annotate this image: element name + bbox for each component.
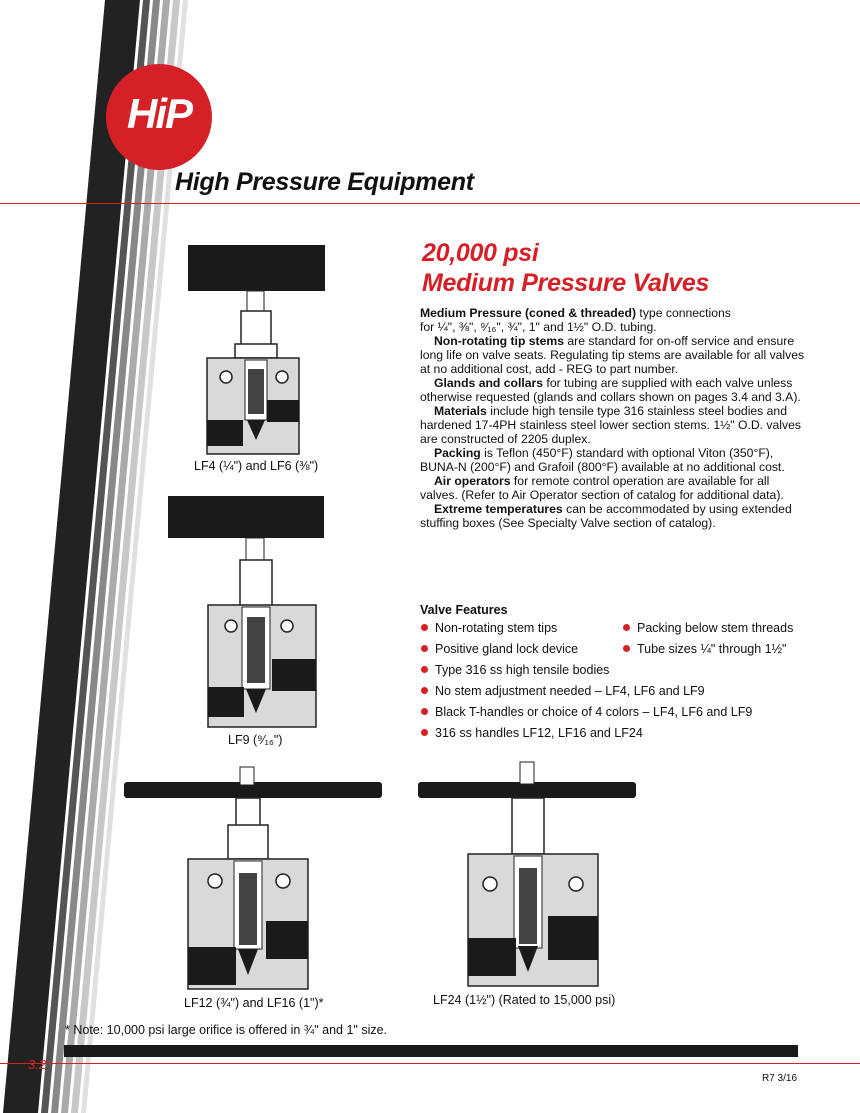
feature-text: Packing below stem threads	[637, 621, 794, 635]
p4-lead: Materials	[434, 404, 487, 418]
description-text	[420, 306, 810, 530]
bullet-icon	[421, 687, 428, 694]
valve-lf12-lf16-illustration	[122, 765, 384, 991]
feature-item	[421, 684, 705, 698]
feature-text: Positive gland lock device	[435, 642, 579, 656]
p7-lead: Extreme temperatures	[434, 502, 563, 516]
bullet-icon	[421, 624, 428, 631]
caption-lf9: LF9 (⁹⁄₁₆")	[228, 733, 283, 747]
feature-item	[421, 642, 578, 656]
bullet-icon	[421, 708, 428, 715]
p5-rest: is Teflon (450°F) standard with optional Viton (350°F), BUNA-N (200°F) and Grafoil (800°F) available at no additional cost.	[420, 446, 785, 474]
feature-item	[421, 621, 557, 635]
header-rule	[0, 203, 860, 204]
page-title	[422, 238, 709, 298]
p7-rest: can be accommodated by using extended stuffing boxes (See Specialty Valve section of catalog).	[420, 502, 792, 530]
feature-item	[623, 642, 786, 656]
feature-text: Tube sizes ¼" through 1½"	[637, 642, 787, 656]
p1-lead: Medium Pressure (coned & threaded)	[420, 306, 637, 320]
bullet-icon	[421, 645, 428, 652]
p1-rest: type connections	[636, 306, 731, 320]
bullet-icon	[623, 624, 630, 631]
p2-lead: Non-rotating tip stems	[434, 334, 564, 348]
bullet-icon	[421, 729, 428, 736]
p5-lead: Packing	[434, 446, 481, 460]
p6-lead: Air operators	[434, 474, 511, 488]
feature-text: No stem adjustment needed – LF4, LF6 and LF9	[435, 684, 705, 698]
p1-line2: for ¼", ⅜", ⁹⁄₁₆", ¾", 1" and 1½" O.D. tubing.	[420, 320, 657, 334]
revision-code: R7 3/16	[762, 1073, 798, 1084]
hip-logo	[106, 64, 212, 170]
title-line-1: 20,000 psi	[422, 239, 539, 267]
caption-lf12-lf16: LF12 (¾") and LF16 (1")*	[184, 996, 324, 1010]
feature-text: Type 316 ss high tensile bodies	[435, 663, 610, 677]
feature-item	[421, 705, 752, 719]
feature-text: Non-rotating stem tips	[435, 621, 558, 635]
bullet-icon	[623, 645, 630, 652]
page-number: 3.2	[28, 1057, 47, 1072]
feature-item	[421, 663, 609, 677]
brand-name: High Pressure Equipment	[175, 168, 474, 196]
p2-rest: are standard for on-off service and ensure long life on valve seats. Regulating tip stems are available for all valves at no additional cost, add - REG to part number.	[420, 334, 805, 376]
feature-text: Black T-handles or choice of 4 colors – LF4, LF6 and LF9	[435, 705, 753, 719]
feature-text: 316 ss handles LF12, LF16 and LF24	[435, 726, 643, 740]
feature-item	[623, 621, 793, 635]
p6-rest: for remote control operation are available for all valves. (Refer to Air Operator section of catalog for additional data).	[420, 474, 784, 502]
caption-lf4-lf6: LF4 (¼") and LF6 (⅜")	[194, 459, 319, 473]
p3-rest: for tubing are supplied with each valve unless otherwise requested (glands and collars shown on pages 3.4 and 3.A).	[420, 376, 801, 404]
valve-lf24-illustration	[416, 760, 638, 990]
footer-bar	[64, 1045, 798, 1057]
p4-rest: include high tensile type 316 stainless steel bodies and hardened 17-4PH stainless steel lower section stems. 1½" O.D. valves are constructed of 2205 duplex.	[420, 404, 801, 446]
logo-text: HiP	[126, 90, 191, 137]
p3-lead: Glands and collars	[434, 376, 544, 390]
footer-rule	[0, 1063, 860, 1064]
valve-lf4-lf6-illustration	[185, 244, 330, 456]
caption-lf24: LF24 (1½") (Rated to 15,000 psi)	[433, 993, 616, 1007]
footnote: * Note: 10,000 psi large orifice is offered in ¾" and 1" size.	[65, 1023, 388, 1037]
bullet-icon	[421, 666, 428, 673]
valve-lf9-illustration	[166, 495, 326, 731]
title-line-2: Medium Pressure Valves	[422, 269, 710, 297]
features-title: Valve Features	[420, 603, 508, 617]
feature-item	[421, 726, 643, 740]
